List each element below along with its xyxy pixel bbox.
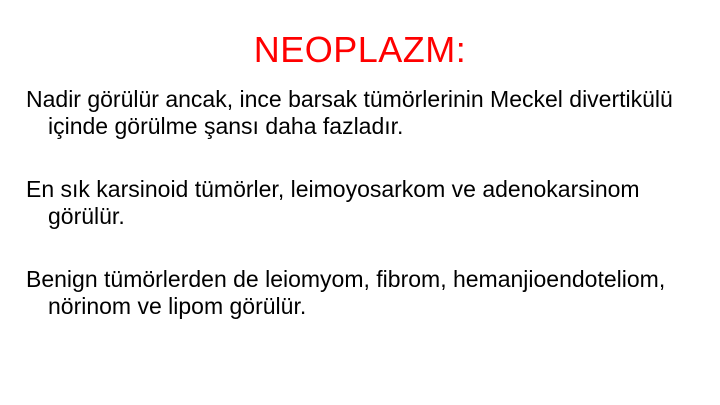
slide-body: [26, 86, 706, 320]
paragraph-meckel: Nadir görülür ancak, ince barsak tümörlerinin Meckel divertikülü içinde görülme şansı daha fazladır.: [26, 86, 673, 139]
paragraph-karsinoid: En sık karsinoid tümörler, leimoyosarkom ve adenokarsinom görülür.: [26, 176, 640, 229]
slide-title: NEOPLAZM:: [253, 29, 467, 70]
paragraph-benign: Benign tümörlerden de leiomyom, fibrom, hemanjioendoteliom, nörinom ve lipom görülür.: [26, 266, 666, 319]
